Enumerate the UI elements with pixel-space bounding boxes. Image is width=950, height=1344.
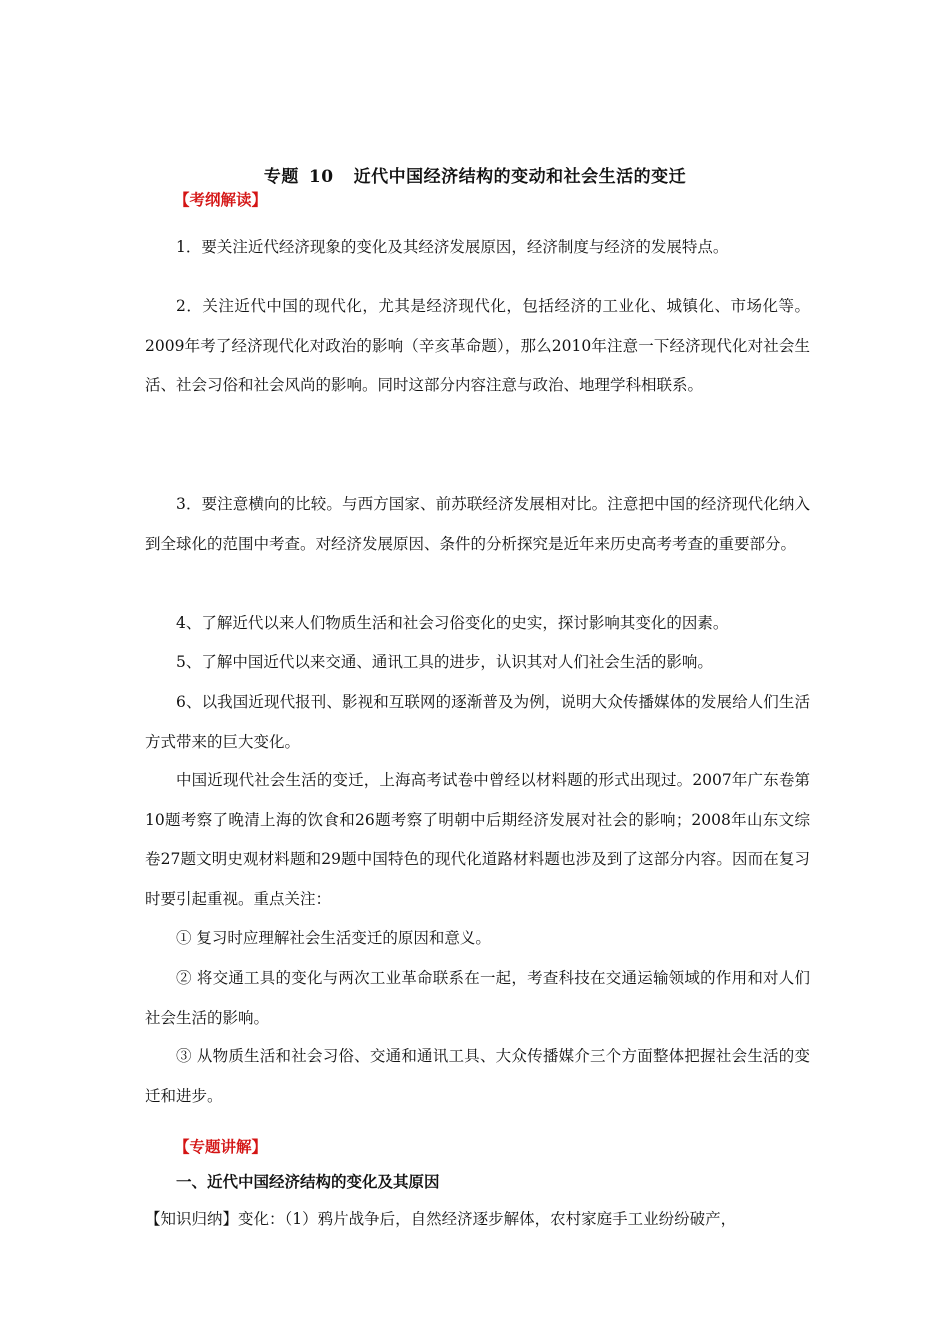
section-heading-syllabus: 【考纲解读】 (174, 190, 268, 209)
paragraph-2: 2．关注近代中国的现代化，尤其是经济现代化，包括经济的工业化、城镇化、市场化等。2009年考了经济现代化对政治的影响（辛亥革命题），那么2010年注意一下经济现代化对社会生活、社会习俗和社会风尚的影响。同时这部分内容注意与政治、地理学科相联系。 (145, 297, 810, 394)
paragraph-8: ① 复习时应理解社会生活变迁的原因和意义。 (176, 929, 491, 947)
knowledge-summary-line: 【知识归纳】变化：（1）鸦片战争后，自然经济逐步解体，农村家庭手工业纷纷破产， (145, 1210, 737, 1228)
paragraph-3: 3．要注意横向的比较。与西方国家、前苏联经济发展相对比。注意把中国的经济现代化纳入到全球化的范围中考查。对经济发展原因、条件的分析探究是近年来历史高考考查的重要部分。 (145, 495, 810, 553)
paragraph-5: 5、了解中国近代以来交通、通讯工具的进步，认识其对人们社会生活的影响。 (176, 653, 713, 671)
paragraph-4: 4、了解近代以来人们物质生活和社会习俗变化的史实，探讨影响其变化的因素。 (176, 614, 729, 632)
paragraph-1: 1．要关注近代经济现象的变化及其经济发展原因，经济制度与经济的发展特点。 (176, 238, 729, 256)
subheading-economy-structure: 一、近代中国经济结构的变化及其原因 (176, 1172, 440, 1191)
section-heading-lecture: 【专题讲解】 (174, 1137, 268, 1156)
paragraph-10: ③ 从物质生活和社会习俗、交通和通讯工具、大众传播媒介三个方面整体把握社会生活的变迁和进步。 (145, 1047, 810, 1105)
paragraph-9: ② 将交通工具的变化与两次工业革命联系在一起，考查科技在交通运输领域的作用和对人们社会生活的影响。 (145, 969, 810, 1027)
title-number: 10 (308, 167, 334, 187)
paragraph-6: 6、以我国近现代报刊、影视和互联网的逐渐普及为例，说明大众传播媒体的发展给人们生活方式带来的巨大变化。 (145, 693, 810, 751)
document-title (0, 162, 950, 187)
paragraph-7: 中国近现代社会生活的变迁，上海高考试卷中曾经以材料题的形式出现过。2007年广东卷第10题考察了晚清上海的饮食和26题考察了明朝中后期经济发展对社会的影响；2008年山东文综卷27题文明史观材料题和29题中国特色的现代化道路材料题也涉及到了这部分内容。因而在复习时要引起重视。重点关注： (145, 771, 810, 908)
title-text: 近代中国经济结构的变动和社会生活的变迁 (353, 167, 687, 187)
title-prefix: 专题 (263, 167, 299, 187)
